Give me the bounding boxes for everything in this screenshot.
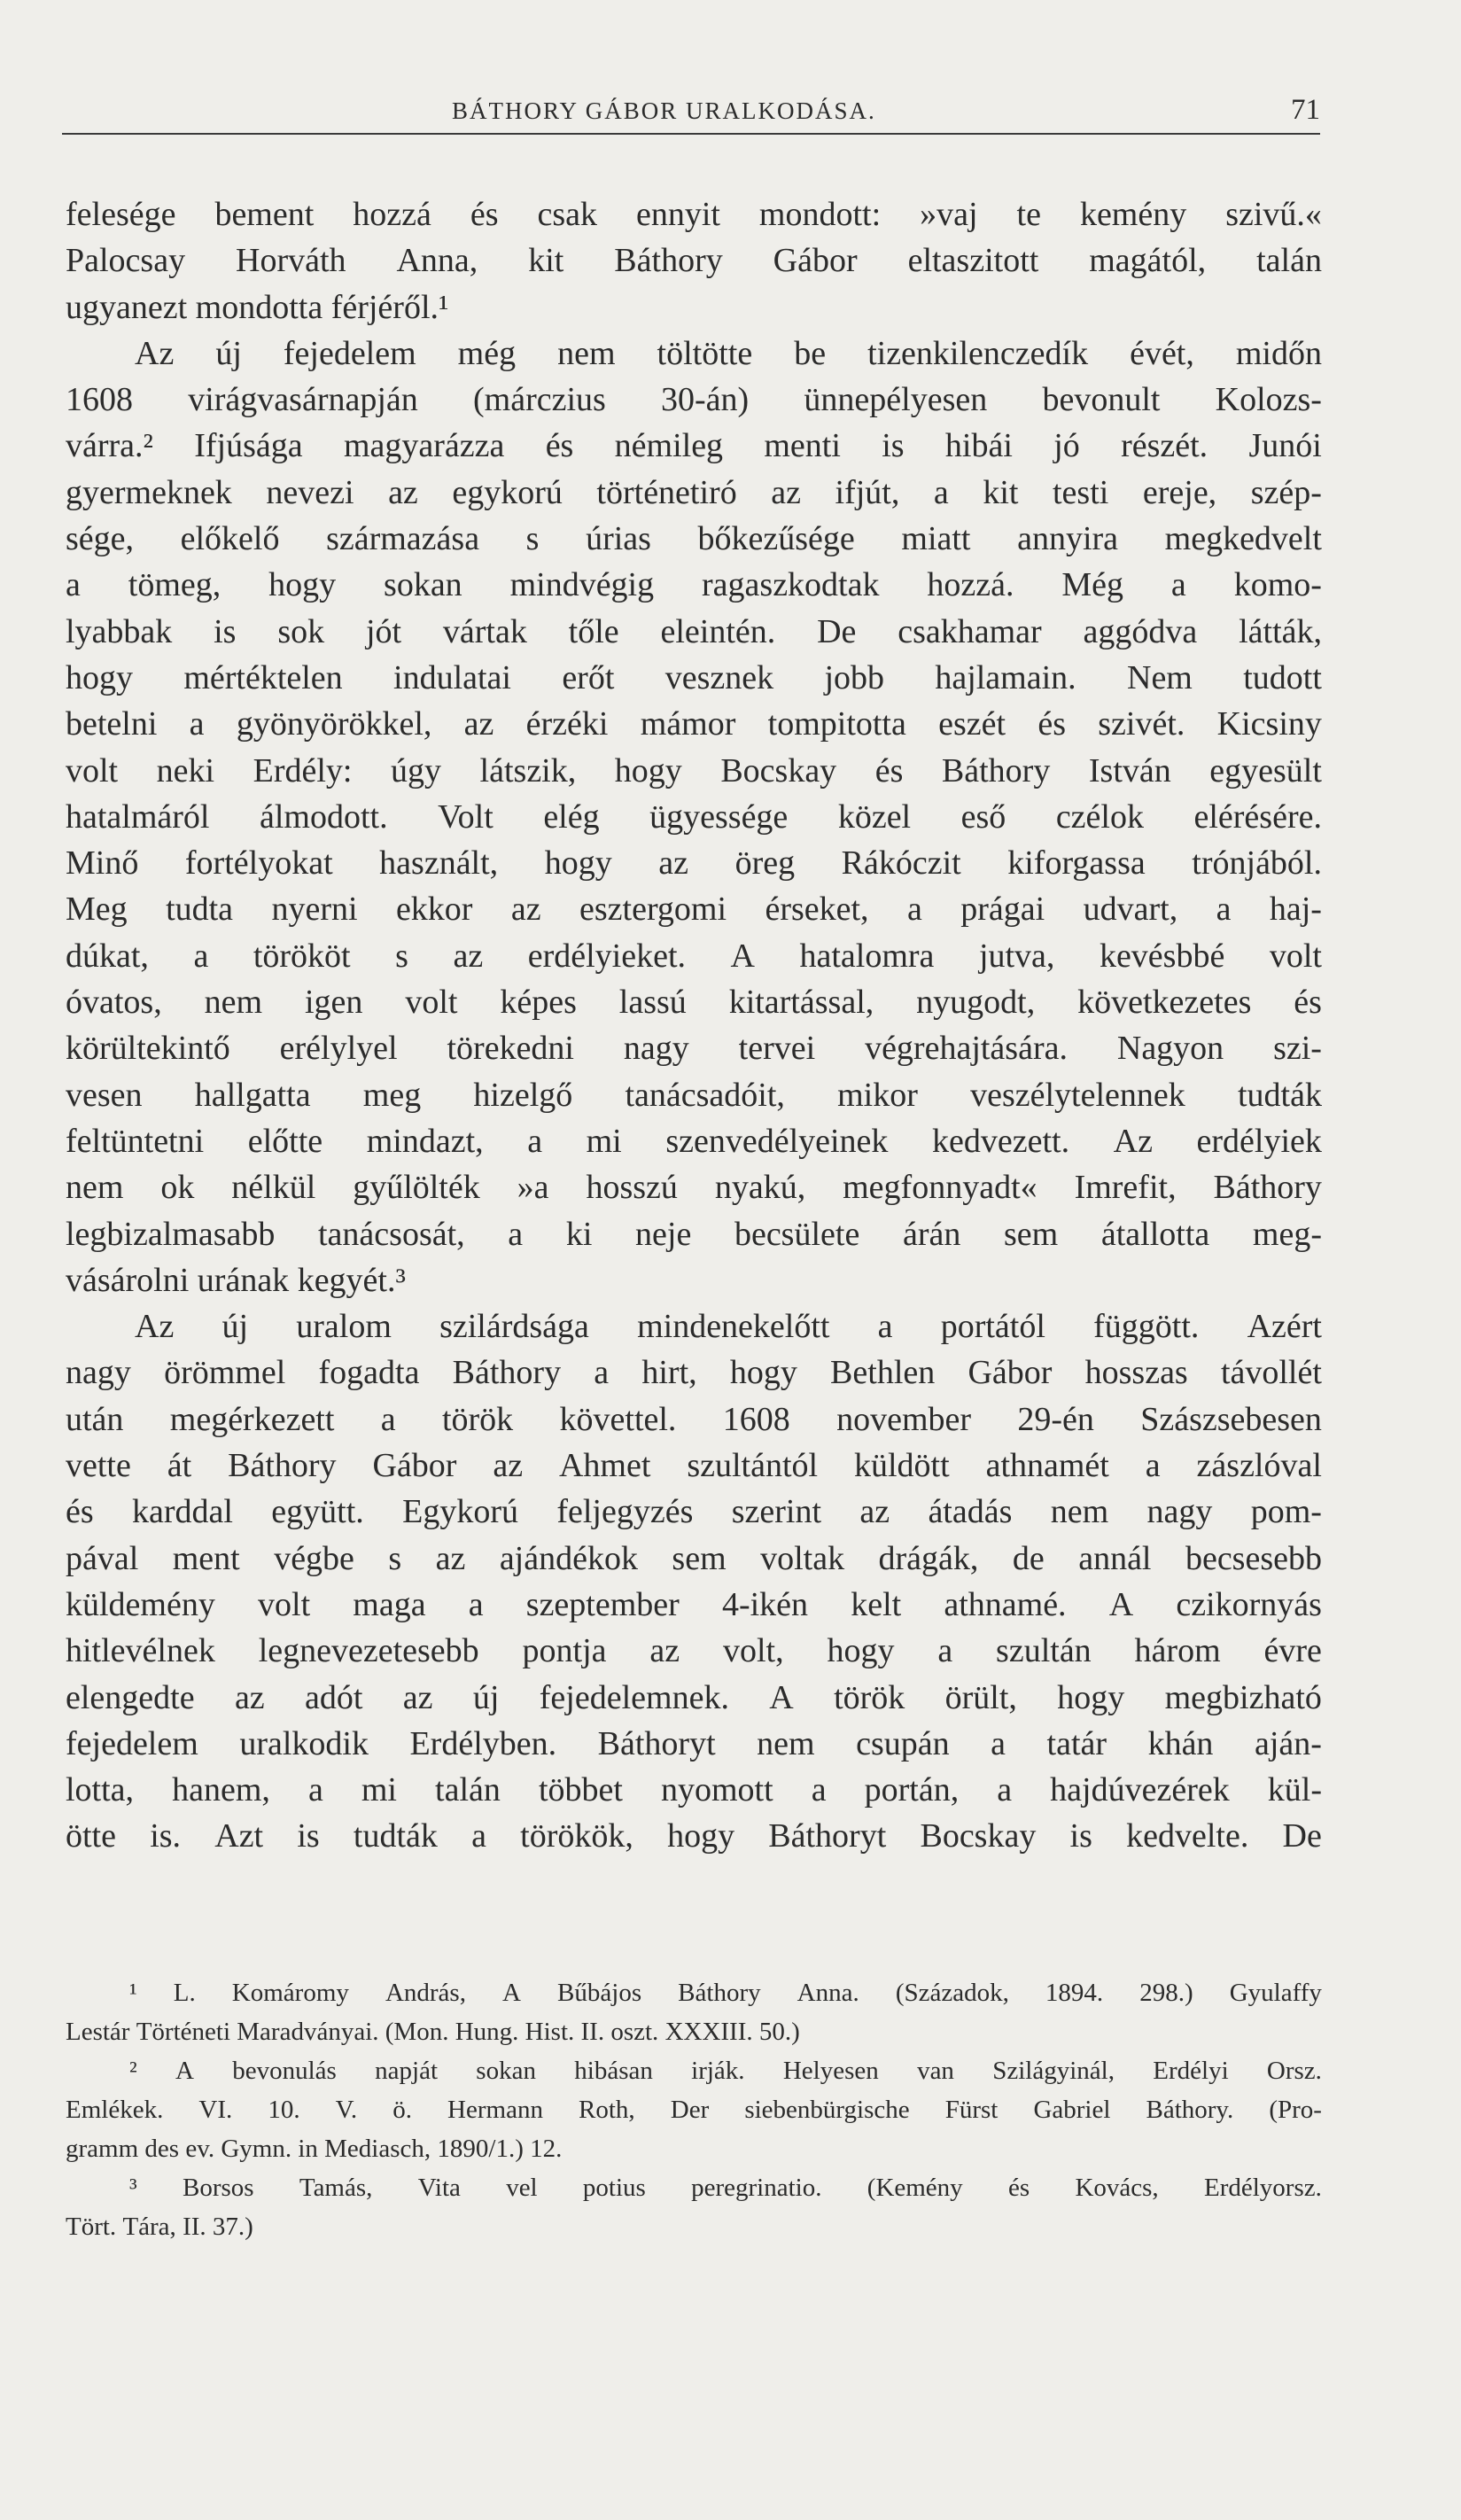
body-line: Meg tudta nyerni ekkor az esztergomi érseket, a prágai udvart, a haj- [66, 891, 1322, 929]
body-line: és karddal együtt. Egykorú feljegyzés szerint az átadás nem nagy pom- [66, 1493, 1322, 1531]
footnotes [66, 1973, 1322, 2246]
footnote-line: Tört. Tára, II. 37.) [66, 2213, 253, 2241]
body-line: lotta, hanem, a mi talán többet nyomott a portán, a hajdúvezérek kül- [66, 1771, 1322, 1809]
page-header [62, 90, 1320, 135]
footnote-line: ¹ L. Komáromy András, A Bűbájos Báthory Anna. (Századok, 1894. 298.) Gyulaffy [129, 1979, 1322, 2007]
body-text [66, 191, 1322, 1860]
running-title: BÁTHORY GÁBOR URALKODÁSA. [452, 97, 876, 124]
footnote-line: Emlékek. VI. 10. V. ö. Hermann Roth, Der siebenbürgische Fürst Gabriel Báthory. (Pro- [66, 2096, 1322, 2124]
body-line: legbizalmasabb tanácsosát, a ki neje becsülete árán sem átallotta meg- [66, 1215, 1322, 1253]
header-rule [62, 133, 1320, 135]
body-line: a tömeg, hogy sokan mindvégig ragaszkodtak hozzá. Még a komo- [66, 566, 1322, 604]
body-line: ötte is. Azt is tudták a törökök, hogy Báthoryt Bocskay is kedvelte. De [66, 1817, 1322, 1855]
body-line: gyermeknek nevezi az egykorú történetiró az ifjút, a kit testi ereje, szép- [66, 473, 1322, 511]
body-line: nagy örömmel fogadta Báthory a hirt, hogy Bethlen Gábor hosszas távollét [66, 1354, 1322, 1392]
body-line: körültekintő erélylyel törekedni nagy tervei végrehajtására. Nagyon szi- [66, 1030, 1322, 1068]
body-line: hatalmáról álmodott. Volt elég ügyessége közel eső czélok elérésére. [66, 797, 1322, 836]
body-line: Az új uralom szilárdsága mindenekelőtt a portától függött. Azért [135, 1308, 1322, 1346]
body-line: várra.² Ifjúsága magyarázza és némileg menti is hibái jó részét. Junói [66, 427, 1322, 465]
body-line: elengedte az adót az új fejedelemnek. A török örült, hogy megbizható [66, 1678, 1322, 1716]
body-line: után megérkezett a török követtel. 1608 november 29-én Szászsebesen [66, 1400, 1322, 1438]
footnote-line: Lestár Történeti Maradványai. (Mon. Hung. Hist. II. oszt. XXXIII. 50.) [66, 2018, 800, 2046]
body-line: Az új fejedelem még nem töltötte be tizenkilenczedík évét, midőn [135, 334, 1322, 372]
body-line: vásárolni urának kegyét.³ [66, 1261, 406, 1299]
footnote-line: ³ Borsos Tamás, Vita vel potius peregrinatio. (Kemény és Kovács, Erdélyorsz. [129, 2174, 1322, 2202]
body-line: fejedelem uralkodik Erdélyben. Báthoryt nem csupán a tatár khán aján- [66, 1724, 1322, 1762]
page-number: 71 [1291, 94, 1320, 126]
body-line: pával ment végbe s az ajándékok sem voltak drágák, de annál becsesebb [66, 1539, 1322, 1577]
body-line: óvatos, nem igen volt képes lassú kitartással, nyugodt, következetes és [66, 984, 1322, 1022]
body-line: felesége bement hozzá és csak ennyit mondott: »vaj te kemény szivű.« [66, 196, 1322, 233]
footnote-line: gramm des ev. Gymn. in Mediasch, 1890/1.) 12. [66, 2135, 563, 2163]
footnote-line: ² A bevonulás napját sokan hibásan irják. Helyesen van Szilágyinál, Erdélyi Orsz. [129, 2057, 1322, 2085]
body-line: dúkat, a törököt s az erdélyieket. A hatalomra jutva, kevésbbé volt [66, 937, 1322, 975]
body-line: nem ok nélkül gyűlölték »a hosszú nyakú, megfonnyadt« Imrefit, Báthory [66, 1169, 1322, 1207]
body-line: Palocsay Horváth Anna, kit Báthory Gábor eltaszitott magától, talán [66, 242, 1322, 280]
body-line: vesen hallgatta meg hizelgő tanácsadóit, mikor veszélytelennek tudták [66, 1076, 1322, 1114]
body-line: küldemény volt maga a szeptember 4-ikén kelt athnamé. A czikornyás [66, 1585, 1322, 1623]
body-line: Minő fortélyokat használt, hogy az öreg Rákóczit kiforgassa trónjából. [66, 844, 1322, 883]
body-line: lyabbak is sok jót vártak tőle eleintén. De csakhamar aggódva látták, [66, 612, 1322, 650]
body-line: hitlevélnek legnevezetesebb pontja az volt, hogy a szultán három évre [66, 1632, 1322, 1670]
body-line: ugyanezt mondotta férjéről.¹ [66, 288, 449, 326]
body-line: 1608 virágvasárnapján (márczius 30-án) ünnepélyesen bevonult Kolozs- [66, 381, 1322, 419]
body-line: vette át Báthory Gábor az Ahmet szultántól küldött athnamét a zászlóval [66, 1447, 1322, 1485]
body-line: feltüntetni előtte mindazt, a mi szenvedélyeinek kedvezett. Az erdélyiek [66, 1122, 1322, 1160]
body-line: hogy mértéktelen indulatai erőt vesznek jobb hajlamain. Nem tudott [66, 658, 1322, 696]
body-line: betelni a gyönyörökkel, az érzéki mámor tompitotta eszét és szivét. Kicsiny [66, 705, 1322, 743]
body-line: sége, előkelő származása s úrias bőkezűsége miatt annyira megkedvelt [66, 520, 1322, 558]
body-line: volt neki Erdély: úgy látszik, hogy Bocskay és Báthory István egyesült [66, 751, 1322, 789]
